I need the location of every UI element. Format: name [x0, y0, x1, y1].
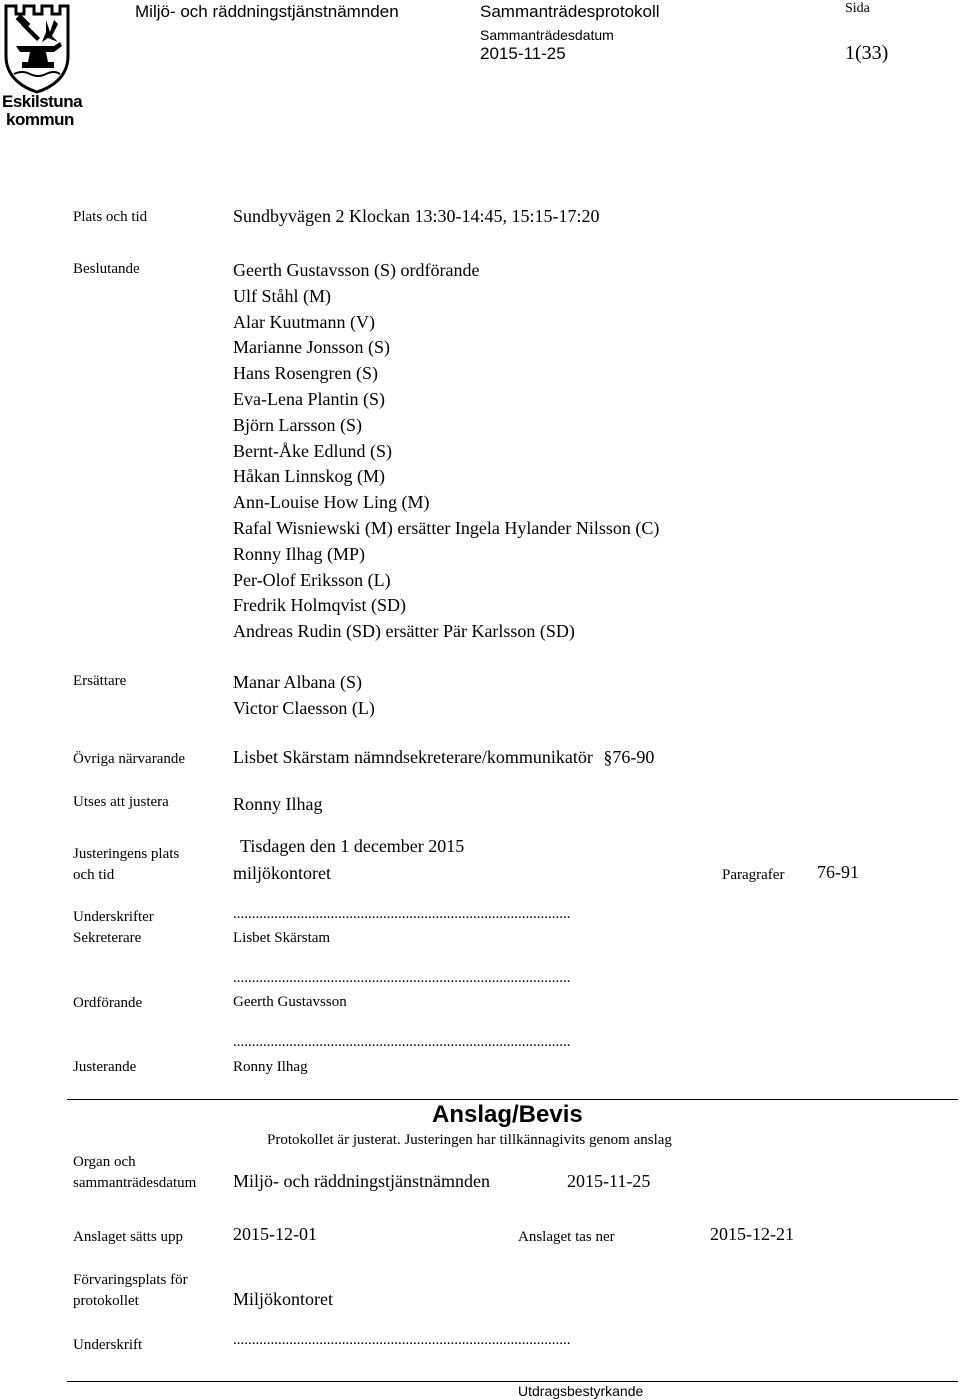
member-list-item: Geerth Gustavsson (S) ordförande	[233, 260, 480, 280]
chair-name: Geerth Gustavsson	[233, 994, 347, 1010]
member-list-item: Rafal Wisniewski (M) ersätter Ingela Hylander Nilsson (C)	[233, 517, 660, 538]
adjust-value: Ronny Ilhag	[233, 794, 323, 814]
member-list-item: Andreas Rudin (SD) ersätter Pär Karlsson (SD)	[233, 621, 575, 642]
anslag-bottom-rule	[67, 1381, 958, 1382]
organ-date: 2015-11-25	[567, 1171, 651, 1191]
substitutes-list	[233, 670, 375, 722]
coat-of-arms-icon	[2, 2, 72, 94]
storage-value: Miljökontoret	[233, 1289, 333, 1309]
substitutes-label: Ersättare	[73, 673, 127, 689]
removed-value: 2015-12-21	[710, 1224, 794, 1244]
others-value: Lisbet Skärstam nämndsekreterare/kommunikatör	[233, 747, 593, 767]
member-list-item: Marianne Jonsson (S)	[233, 337, 390, 358]
storage-label-2: protokollet	[73, 1293, 139, 1309]
substitute-list-item: Manar Albana (S)	[233, 672, 362, 692]
logo-text-kommun: kommun	[6, 110, 74, 129]
anslag-signature-line: ..........................................................................................	[233, 1332, 571, 1348]
signatures-label: Underskrifter	[73, 909, 154, 925]
member-list-item: Fredrik Holmqvist (SD)	[233, 595, 406, 616]
member-list-item: Ronny Ilhag (MP)	[233, 543, 365, 564]
member-list-item: Björn Larsson (S)	[233, 414, 362, 435]
member-list-item: Per-Olof Eriksson (L)	[233, 569, 391, 590]
others-present	[233, 747, 654, 768]
header-page-label: Sida	[845, 1, 870, 16]
header-date: 2015-11-25	[480, 44, 566, 63]
member-list-item: Alar Kuutmann (V)	[233, 311, 375, 332]
header-organization: Miljö- och räddningstjänstnämnden	[135, 2, 399, 21]
adjuster-label: Justerande	[73, 1059, 137, 1075]
header-date-label: Sammanträdesdatum	[480, 27, 614, 43]
chair-signature-line: ..........................................................................................	[233, 970, 571, 986]
adjust-date: Tisdagen den 1 december 2015	[240, 836, 465, 856]
header-page-number: 1(33)	[845, 42, 889, 64]
member-list-item: Ann-Louise How Ling (M)	[233, 492, 430, 513]
place-label: Plats och tid	[73, 209, 148, 225]
signature-label: Underskrift	[73, 1337, 143, 1353]
organ-value: Miljö- och räddningstjänstnämnden	[233, 1171, 490, 1191]
member-list-item: Bernt-Åke Edlund (S)	[233, 440, 392, 461]
anslag-top-rule	[67, 1099, 958, 1100]
member-list-item: Ulf Ståhl (M)	[233, 285, 331, 306]
member-list-item: Håkan Linnskog (M)	[233, 466, 385, 487]
substitute-list-item: Victor Claesson (L)	[233, 697, 375, 718]
others-paragraph-range: 76-90	[612, 747, 655, 767]
organ-label-1: Organ och	[73, 1154, 136, 1170]
secretary-name: Lisbet Skärstam	[233, 930, 331, 946]
adjust-place-label-2: och tid	[73, 867, 115, 883]
posted-label: Anslaget sätts upp	[73, 1229, 183, 1245]
others-label: Övriga närvarande	[73, 751, 186, 767]
place-value: Sundbyvägen 2 Klockan 13:30-14:45, 15:15-17:20	[233, 206, 600, 226]
header-document-type: Sammanträdesprotokoll	[480, 2, 660, 21]
organ-label-2: sammanträdesdatum	[73, 1175, 197, 1191]
chair-label: Ordförande	[73, 995, 143, 1011]
posted-value: 2015-12-01	[233, 1224, 317, 1244]
deciding-label: Beslutande	[73, 261, 140, 277]
members-list	[233, 258, 659, 645]
adjust-label: Utses att justera	[73, 794, 169, 810]
paragraphs-label: Paragrafer	[722, 867, 785, 883]
secretary-label: Sekreterare	[73, 930, 142, 946]
adjust-place-label-1: Justeringens plats	[73, 846, 180, 862]
adjust-place: miljökontoret	[233, 863, 331, 883]
secretary-signature-line: ..........................................................................................	[233, 906, 571, 922]
footer-utdragsbestyrkande: Utdragsbestyrkande	[518, 1383, 644, 1399]
member-list-item: Hans Rosengren (S)	[233, 363, 378, 384]
storage-label-1: Förvaringsplats för	[73, 1272, 188, 1288]
anslag-title: Anslag/Bevis	[432, 1101, 583, 1128]
paragraph-symbol: §	[603, 747, 613, 767]
adjuster-signature-line: ..........................................................................................	[233, 1034, 571, 1050]
removed-label: Anslaget tas ner	[518, 1229, 615, 1245]
anslag-subtitle: Protokollet är justerat. Justeringen har tillkännagivits genom anslag	[267, 1132, 672, 1148]
paragraphs-value: 76-91	[817, 862, 859, 882]
logo-text-eskilstuna: Eskilstuna	[2, 92, 83, 111]
adjuster-name: Ronny Ilhag	[233, 1059, 308, 1075]
member-list-item: Eva-Lena Plantin (S)	[233, 388, 385, 409]
